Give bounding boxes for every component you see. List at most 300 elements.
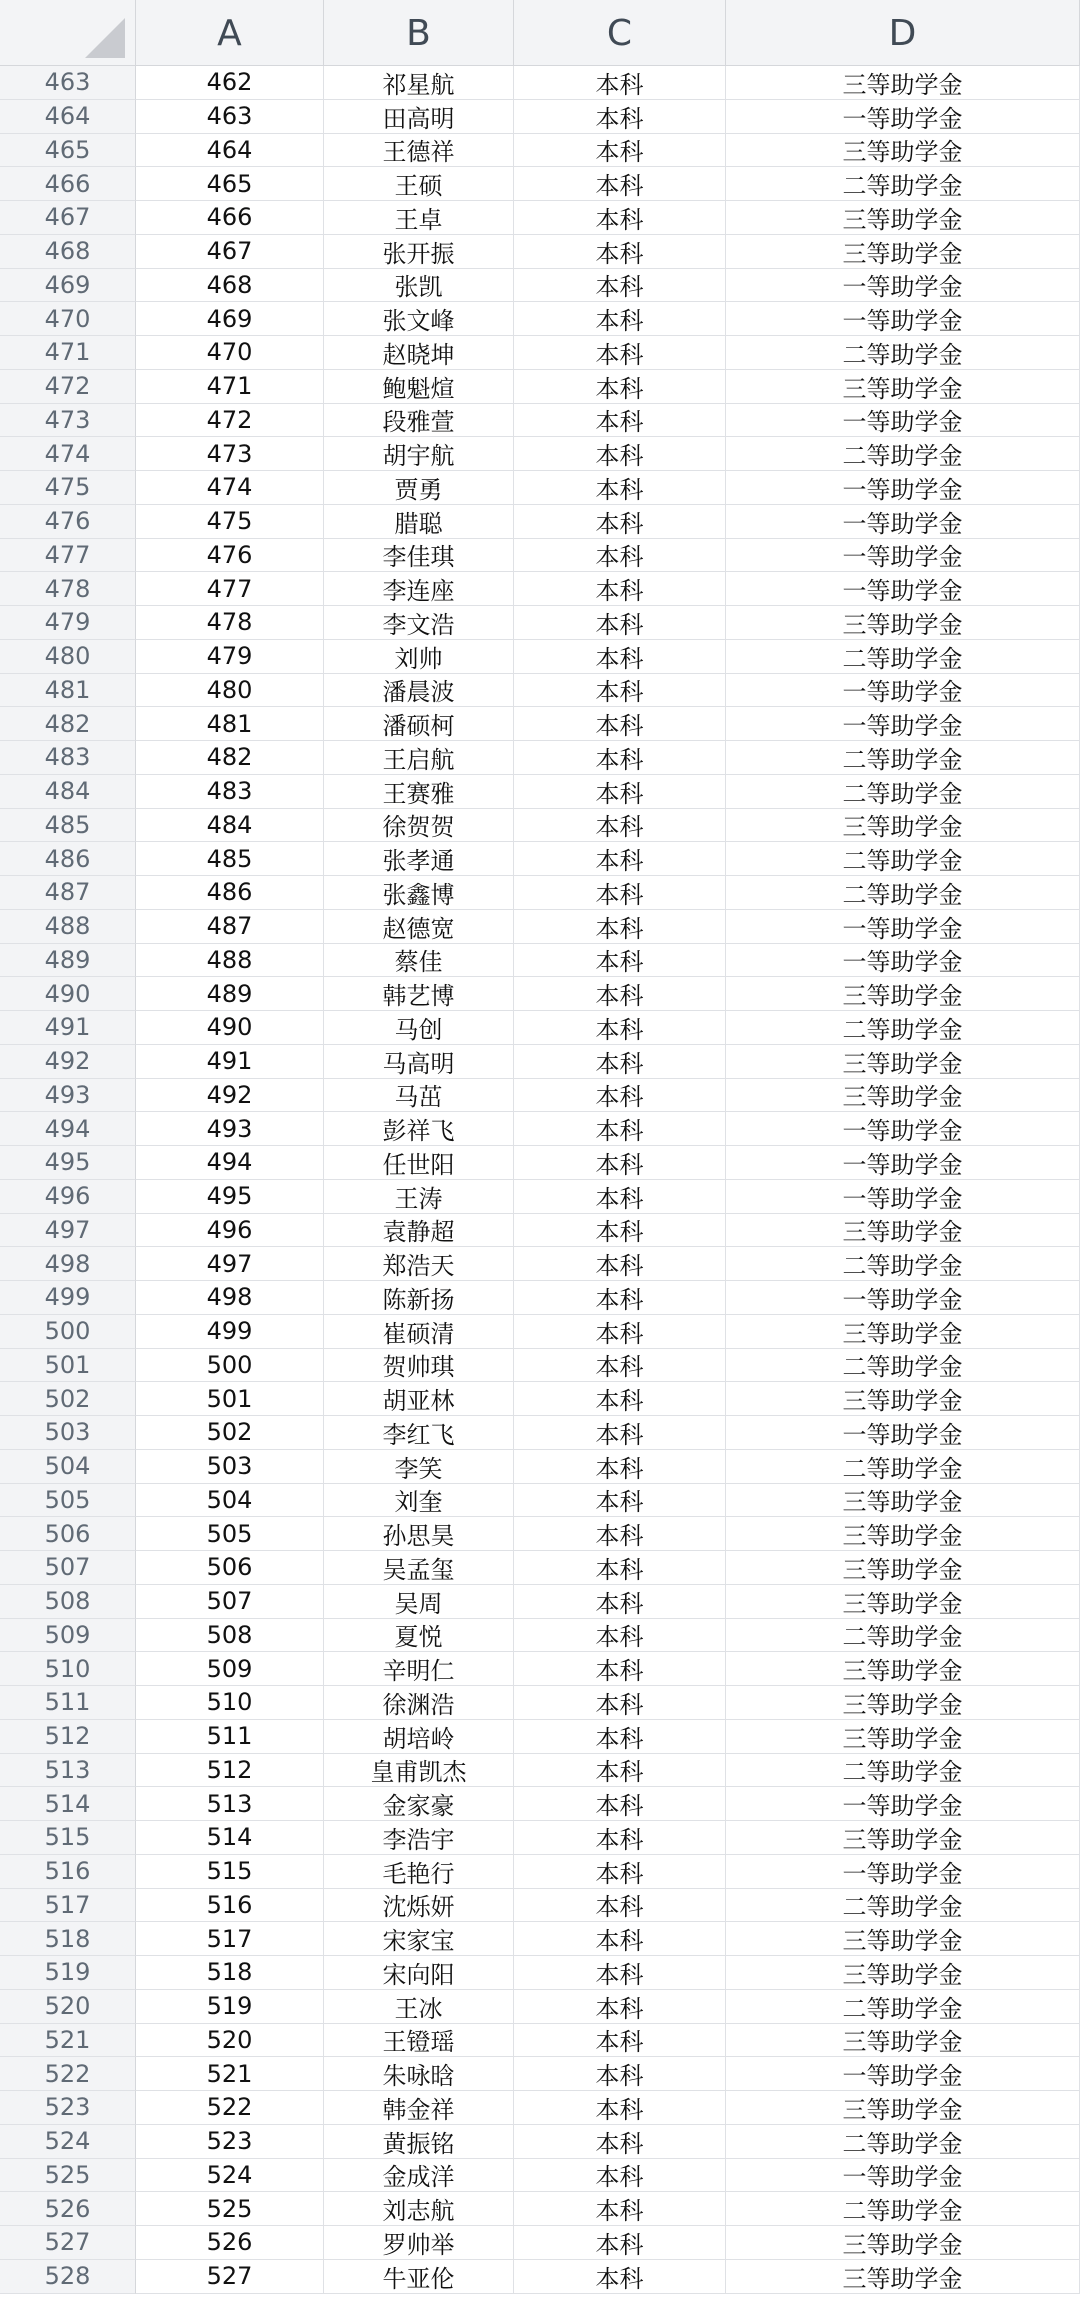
cell-a[interactable]: 474: [136, 471, 324, 505]
cell-a[interactable]: 471: [136, 370, 324, 404]
row-number[interactable]: 487: [0, 876, 136, 910]
row-number[interactable]: 518: [0, 1922, 136, 1956]
cell-b[interactable]: 田高明: [324, 100, 514, 134]
cell-c[interactable]: 本科: [514, 1011, 726, 1045]
cell-d[interactable]: 一等助学金: [726, 674, 1080, 708]
cell-b[interactable]: 吴孟玺: [324, 1551, 514, 1585]
cell-c[interactable]: 本科: [514, 2159, 726, 2193]
row-number[interactable]: 525: [0, 2159, 136, 2193]
cell-b[interactable]: 赵德宽: [324, 910, 514, 944]
row-number[interactable]: 465: [0, 134, 136, 168]
cell-d[interactable]: 三等助学金: [726, 1551, 1080, 1585]
cell-a[interactable]: 519: [136, 1990, 324, 2024]
cell-b[interactable]: 王镫瑶: [324, 2024, 514, 2058]
cell-d[interactable]: 二等助学金: [726, 437, 1080, 471]
cell-d[interactable]: 三等助学金: [726, 66, 1080, 100]
cell-c[interactable]: 本科: [514, 2091, 726, 2125]
cell-b[interactable]: 李连座: [324, 572, 514, 606]
cell-c[interactable]: 本科: [514, 1079, 726, 1113]
cell-b[interactable]: 崔硕清: [324, 1315, 514, 1349]
cell-d[interactable]: 一等助学金: [726, 707, 1080, 741]
cell-c[interactable]: 本科: [514, 1787, 726, 1821]
cell-c[interactable]: 本科: [514, 1180, 726, 1214]
cell-d[interactable]: 一等助学金: [726, 2057, 1080, 2091]
row-number[interactable]: 486: [0, 842, 136, 876]
cell-c[interactable]: 本科: [514, 2125, 726, 2159]
cell-a[interactable]: 476: [136, 539, 324, 573]
row-number[interactable]: 472: [0, 370, 136, 404]
cell-b[interactable]: 李文浩: [324, 606, 514, 640]
cell-b[interactable]: 李笑: [324, 1450, 514, 1484]
cell-d[interactable]: 三等助学金: [726, 1585, 1080, 1619]
cell-c[interactable]: 本科: [514, 2260, 726, 2294]
cell-c[interactable]: 本科: [514, 842, 726, 876]
cell-b[interactable]: 辛明仁: [324, 1652, 514, 1686]
row-number[interactable]: 528: [0, 2260, 136, 2294]
cell-c[interactable]: 本科: [514, 1720, 726, 1754]
cell-c[interactable]: 本科: [514, 1484, 726, 1518]
cell-b[interactable]: 牛亚伦: [324, 2260, 514, 2294]
cell-b[interactable]: 罗帅举: [324, 2226, 514, 2260]
cell-c[interactable]: 本科: [514, 674, 726, 708]
row-number[interactable]: 527: [0, 2226, 136, 2260]
cell-a[interactable]: 486: [136, 876, 324, 910]
cell-b[interactable]: 宋向阳: [324, 1956, 514, 1990]
row-number[interactable]: 480: [0, 640, 136, 674]
cell-a[interactable]: 479: [136, 640, 324, 674]
cell-b[interactable]: 刘帅: [324, 640, 514, 674]
cell-d[interactable]: 二等助学金: [726, 336, 1080, 370]
cell-d[interactable]: 三等助学金: [726, 977, 1080, 1011]
cell-a[interactable]: 484: [136, 809, 324, 843]
row-number[interactable]: 478: [0, 572, 136, 606]
cell-b[interactable]: 黄振铭: [324, 2125, 514, 2159]
cell-b[interactable]: 吴周: [324, 1585, 514, 1619]
cell-d[interactable]: 三等助学金: [726, 1045, 1080, 1079]
row-number[interactable]: 496: [0, 1180, 136, 1214]
row-number[interactable]: 476: [0, 505, 136, 539]
row-number[interactable]: 511: [0, 1686, 136, 1720]
cell-c[interactable]: 本科: [514, 1619, 726, 1653]
cell-b[interactable]: 王德祥: [324, 134, 514, 168]
cell-b[interactable]: 潘硕柯: [324, 707, 514, 741]
cell-a[interactable]: 465: [136, 167, 324, 201]
cell-d[interactable]: 一等助学金: [726, 944, 1080, 978]
cell-a[interactable]: 513: [136, 1787, 324, 1821]
row-number[interactable]: 488: [0, 910, 136, 944]
cell-a[interactable]: 514: [136, 1821, 324, 1855]
cell-d[interactable]: 一等助学金: [726, 1180, 1080, 1214]
cell-a[interactable]: 475: [136, 505, 324, 539]
cell-a[interactable]: 485: [136, 842, 324, 876]
cell-b[interactable]: 夏悦: [324, 1619, 514, 1653]
cell-a[interactable]: 504: [136, 1484, 324, 1518]
cell-a[interactable]: 494: [136, 1146, 324, 1180]
cell-d[interactable]: 三等助学金: [726, 1214, 1080, 1248]
cell-b[interactable]: 李佳琪: [324, 539, 514, 573]
cell-c[interactable]: 本科: [514, 910, 726, 944]
cell-b[interactable]: 鲍魁煊: [324, 370, 514, 404]
cell-a[interactable]: 482: [136, 741, 324, 775]
row-number[interactable]: 507: [0, 1551, 136, 1585]
row-number[interactable]: 492: [0, 1045, 136, 1079]
cell-d[interactable]: 一等助学金: [726, 302, 1080, 336]
cell-d[interactable]: 二等助学金: [726, 741, 1080, 775]
cell-c[interactable]: 本科: [514, 1045, 726, 1079]
cell-c[interactable]: 本科: [514, 741, 726, 775]
cell-a[interactable]: 493: [136, 1112, 324, 1146]
cell-b[interactable]: 徐贺贺: [324, 809, 514, 843]
row-number[interactable]: 466: [0, 167, 136, 201]
cell-c[interactable]: 本科: [514, 1821, 726, 1855]
row-number[interactable]: 506: [0, 1517, 136, 1551]
cell-c[interactable]: 本科: [514, 1686, 726, 1720]
cell-b[interactable]: 陈新扬: [324, 1281, 514, 1315]
cell-a[interactable]: 491: [136, 1045, 324, 1079]
cell-a[interactable]: 524: [136, 2159, 324, 2193]
cell-a[interactable]: 525: [136, 2192, 324, 2226]
cell-b[interactable]: 祁星航: [324, 66, 514, 100]
cell-d[interactable]: 三等助学金: [726, 2260, 1080, 2294]
cell-d[interactable]: 二等助学金: [726, 842, 1080, 876]
cell-c[interactable]: 本科: [514, 876, 726, 910]
cell-d[interactable]: 一等助学金: [726, 539, 1080, 573]
cell-d[interactable]: 一等助学金: [726, 1416, 1080, 1450]
cell-c[interactable]: 本科: [514, 944, 726, 978]
cell-b[interactable]: 张孝通: [324, 842, 514, 876]
cell-b[interactable]: 赵晓坤: [324, 336, 514, 370]
cell-d[interactable]: 三等助学金: [726, 370, 1080, 404]
cell-d[interactable]: 三等助学金: [726, 2024, 1080, 2058]
cell-d[interactable]: 二等助学金: [726, 1619, 1080, 1653]
column-header-c[interactable]: C: [514, 0, 726, 66]
cell-a[interactable]: 483: [136, 775, 324, 809]
cell-a[interactable]: 498: [136, 1281, 324, 1315]
cell-d[interactable]: 二等助学金: [726, 167, 1080, 201]
row-number[interactable]: 524: [0, 2125, 136, 2159]
cell-a[interactable]: 487: [136, 910, 324, 944]
cell-c[interactable]: 本科: [514, 539, 726, 573]
cell-b[interactable]: 王赛雅: [324, 775, 514, 809]
cell-a[interactable]: 499: [136, 1315, 324, 1349]
cell-a[interactable]: 490: [136, 1011, 324, 1045]
cell-c[interactable]: 本科: [514, 606, 726, 640]
row-number[interactable]: 508: [0, 1585, 136, 1619]
cell-d[interactable]: 三等助学金: [726, 2226, 1080, 2260]
row-number[interactable]: 513: [0, 1754, 136, 1788]
row-number[interactable]: 523: [0, 2091, 136, 2125]
row-number[interactable]: 491: [0, 1011, 136, 1045]
row-number[interactable]: 490: [0, 977, 136, 1011]
cell-a[interactable]: 480: [136, 674, 324, 708]
cell-a[interactable]: 511: [136, 1720, 324, 1754]
cell-a[interactable]: 501: [136, 1382, 324, 1416]
cell-c[interactable]: 本科: [514, 1517, 726, 1551]
row-number[interactable]: 503: [0, 1416, 136, 1450]
cell-b[interactable]: 潘晨波: [324, 674, 514, 708]
row-number[interactable]: 481: [0, 674, 136, 708]
cell-c[interactable]: 本科: [514, 235, 726, 269]
cell-b[interactable]: 皇甫凯杰: [324, 1754, 514, 1788]
cell-b[interactable]: 朱咏晗: [324, 2057, 514, 2091]
cell-b[interactable]: 张鑫博: [324, 876, 514, 910]
row-number[interactable]: 512: [0, 1720, 136, 1754]
column-header-a[interactable]: A: [136, 0, 324, 66]
cell-c[interactable]: 本科: [514, 1382, 726, 1416]
row-number[interactable]: 474: [0, 437, 136, 471]
cell-c[interactable]: 本科: [514, 2226, 726, 2260]
row-number[interactable]: 473: [0, 404, 136, 438]
cell-d[interactable]: 一等助学金: [726, 269, 1080, 303]
row-number[interactable]: 516: [0, 1855, 136, 1889]
cell-d[interactable]: 一等助学金: [726, 910, 1080, 944]
row-number[interactable]: 498: [0, 1247, 136, 1281]
cell-b[interactable]: 贾勇: [324, 471, 514, 505]
cell-d[interactable]: 二等助学金: [726, 2125, 1080, 2159]
cell-a[interactable]: 473: [136, 437, 324, 471]
cell-d[interactable]: 三等助学金: [726, 235, 1080, 269]
row-number[interactable]: 471: [0, 336, 136, 370]
cell-b[interactable]: 马高明: [324, 1045, 514, 1079]
cell-c[interactable]: 本科: [514, 302, 726, 336]
cell-d[interactable]: 二等助学金: [726, 1754, 1080, 1788]
cell-a[interactable]: 521: [136, 2057, 324, 2091]
cell-b[interactable]: 刘奎: [324, 1484, 514, 1518]
cell-b[interactable]: 宋家宝: [324, 1922, 514, 1956]
cell-d[interactable]: 一等助学金: [726, 1787, 1080, 1821]
cell-a[interactable]: 467: [136, 235, 324, 269]
cell-d[interactable]: 一等助学金: [726, 404, 1080, 438]
cell-c[interactable]: 本科: [514, 1349, 726, 1383]
cell-a[interactable]: 492: [136, 1079, 324, 1113]
cell-c[interactable]: 本科: [514, 775, 726, 809]
cell-c[interactable]: 本科: [514, 100, 726, 134]
cell-c[interactable]: 本科: [514, 370, 726, 404]
cell-c[interactable]: 本科: [514, 1990, 726, 2024]
cell-c[interactable]: 本科: [514, 1855, 726, 1889]
cell-d[interactable]: 三等助学金: [726, 1079, 1080, 1113]
cell-c[interactable]: 本科: [514, 505, 726, 539]
cell-d[interactable]: 三等助学金: [726, 1686, 1080, 1720]
cell-c[interactable]: 本科: [514, 572, 726, 606]
row-number[interactable]: 515: [0, 1821, 136, 1855]
cell-b[interactable]: 金成洋: [324, 2159, 514, 2193]
cell-b[interactable]: 任世阳: [324, 1146, 514, 1180]
cell-d[interactable]: 一等助学金: [726, 2159, 1080, 2193]
cell-a[interactable]: 481: [136, 707, 324, 741]
cell-a[interactable]: 472: [136, 404, 324, 438]
cell-a[interactable]: 517: [136, 1922, 324, 1956]
row-number[interactable]: 484: [0, 775, 136, 809]
cell-a[interactable]: 507: [136, 1585, 324, 1619]
row-number[interactable]: 479: [0, 606, 136, 640]
cell-c[interactable]: 本科: [514, 134, 726, 168]
cell-c[interactable]: 本科: [514, 1585, 726, 1619]
cell-b[interactable]: 郑浩天: [324, 1247, 514, 1281]
cell-b[interactable]: 贺帅琪: [324, 1349, 514, 1383]
cell-d[interactable]: 三等助学金: [726, 606, 1080, 640]
cell-d[interactable]: 三等助学金: [726, 809, 1080, 843]
cell-a[interactable]: 478: [136, 606, 324, 640]
cell-a[interactable]: 488: [136, 944, 324, 978]
cell-a[interactable]: 503: [136, 1450, 324, 1484]
row-number[interactable]: 501: [0, 1349, 136, 1383]
cell-b[interactable]: 王涛: [324, 1180, 514, 1214]
cell-c[interactable]: 本科: [514, 336, 726, 370]
cell-b[interactable]: 蔡佳: [324, 944, 514, 978]
cell-b[interactable]: 段雅萱: [324, 404, 514, 438]
cell-b[interactable]: 王硕: [324, 167, 514, 201]
cell-c[interactable]: 本科: [514, 1956, 726, 1990]
cell-c[interactable]: 本科: [514, 809, 726, 843]
cell-a[interactable]: 470: [136, 336, 324, 370]
cell-a[interactable]: 464: [136, 134, 324, 168]
cell-a[interactable]: 508: [136, 1619, 324, 1653]
cell-b[interactable]: 李浩宇: [324, 1821, 514, 1855]
cell-c[interactable]: 本科: [514, 1247, 726, 1281]
cell-b[interactable]: 王卓: [324, 201, 514, 235]
cell-a[interactable]: 510: [136, 1686, 324, 1720]
row-number[interactable]: 463: [0, 66, 136, 100]
cell-c[interactable]: 本科: [514, 1416, 726, 1450]
cell-d[interactable]: 二等助学金: [726, 1247, 1080, 1281]
row-number[interactable]: 485: [0, 809, 136, 843]
row-number[interactable]: 502: [0, 1382, 136, 1416]
row-number[interactable]: 468: [0, 235, 136, 269]
cell-c[interactable]: 本科: [514, 1652, 726, 1686]
cell-d[interactable]: 三等助学金: [726, 134, 1080, 168]
row-number[interactable]: 520: [0, 1990, 136, 2024]
cell-a[interactable]: 477: [136, 572, 324, 606]
cell-d[interactable]: 二等助学金: [726, 1990, 1080, 2024]
cell-b[interactable]: 孙思昊: [324, 1517, 514, 1551]
cell-d[interactable]: 二等助学金: [726, 2192, 1080, 2226]
cell-b[interactable]: 王冰: [324, 1990, 514, 2024]
cell-a[interactable]: 466: [136, 201, 324, 235]
row-number[interactable]: 526: [0, 2192, 136, 2226]
row-number[interactable]: 522: [0, 2057, 136, 2091]
cell-a[interactable]: 468: [136, 269, 324, 303]
cell-d[interactable]: 二等助学金: [726, 775, 1080, 809]
row-number[interactable]: 499: [0, 1281, 136, 1315]
cell-c[interactable]: 本科: [514, 1922, 726, 1956]
cell-a[interactable]: 502: [136, 1416, 324, 1450]
cell-c[interactable]: 本科: [514, 437, 726, 471]
cell-c[interactable]: 本科: [514, 1889, 726, 1923]
cell-a[interactable]: 469: [136, 302, 324, 336]
row-number[interactable]: 493: [0, 1079, 136, 1113]
cell-b[interactable]: 袁静超: [324, 1214, 514, 1248]
cell-d[interactable]: 三等助学金: [726, 1517, 1080, 1551]
cell-a[interactable]: 520: [136, 2024, 324, 2058]
cell-d[interactable]: 一等助学金: [726, 505, 1080, 539]
cell-d[interactable]: 二等助学金: [726, 1011, 1080, 1045]
row-number[interactable]: 482: [0, 707, 136, 741]
cell-d[interactable]: 一等助学金: [726, 572, 1080, 606]
cell-d[interactable]: 二等助学金: [726, 1349, 1080, 1383]
cell-a[interactable]: 512: [136, 1754, 324, 1788]
row-number[interactable]: 517: [0, 1889, 136, 1923]
cell-a[interactable]: 496: [136, 1214, 324, 1248]
row-number[interactable]: 505: [0, 1484, 136, 1518]
cell-b[interactable]: 刘志航: [324, 2192, 514, 2226]
row-number[interactable]: 509: [0, 1619, 136, 1653]
cell-a[interactable]: 506: [136, 1551, 324, 1585]
cell-a[interactable]: 522: [136, 2091, 324, 2125]
cell-c[interactable]: 本科: [514, 640, 726, 674]
column-header-b[interactable]: B: [324, 0, 514, 66]
cell-c[interactable]: 本科: [514, 1214, 726, 1248]
cell-a[interactable]: 509: [136, 1652, 324, 1686]
cell-b[interactable]: 胡亚林: [324, 1382, 514, 1416]
cell-b[interactable]: 张凯: [324, 269, 514, 303]
cell-b[interactable]: 徐渊浩: [324, 1686, 514, 1720]
cell-d[interactable]: 三等助学金: [726, 1484, 1080, 1518]
row-number[interactable]: 483: [0, 741, 136, 775]
row-number[interactable]: 495: [0, 1146, 136, 1180]
cell-b[interactable]: 马茁: [324, 1079, 514, 1113]
cell-a[interactable]: 505: [136, 1517, 324, 1551]
cell-b[interactable]: 张文峰: [324, 302, 514, 336]
cell-d[interactable]: 三等助学金: [726, 1652, 1080, 1686]
cell-a[interactable]: 462: [136, 66, 324, 100]
cell-c[interactable]: 本科: [514, 471, 726, 505]
row-number[interactable]: 500: [0, 1315, 136, 1349]
cell-c[interactable]: 本科: [514, 977, 726, 1011]
cell-d[interactable]: 一等助学金: [726, 471, 1080, 505]
cell-d[interactable]: 一等助学金: [726, 1281, 1080, 1315]
row-number[interactable]: 519: [0, 1956, 136, 1990]
row-number[interactable]: 510: [0, 1652, 136, 1686]
cell-a[interactable]: 523: [136, 2125, 324, 2159]
cell-c[interactable]: 本科: [514, 1281, 726, 1315]
row-number[interactable]: 494: [0, 1112, 136, 1146]
cell-d[interactable]: 二等助学金: [726, 640, 1080, 674]
cell-c[interactable]: 本科: [514, 1551, 726, 1585]
cell-b[interactable]: 张开振: [324, 235, 514, 269]
select-all-corner[interactable]: [0, 0, 136, 66]
cell-c[interactable]: 本科: [514, 707, 726, 741]
row-number[interactable]: 464: [0, 100, 136, 134]
cell-d[interactable]: 一等助学金: [726, 1112, 1080, 1146]
cell-b[interactable]: 韩艺博: [324, 977, 514, 1011]
row-number[interactable]: 477: [0, 539, 136, 573]
row-number[interactable]: 504: [0, 1450, 136, 1484]
cell-b[interactable]: 马创: [324, 1011, 514, 1045]
cell-c[interactable]: 本科: [514, 2024, 726, 2058]
cell-a[interactable]: 500: [136, 1349, 324, 1383]
cell-a[interactable]: 526: [136, 2226, 324, 2260]
row-number[interactable]: 489: [0, 944, 136, 978]
column-header-d[interactable]: D: [726, 0, 1080, 66]
cell-d[interactable]: 三等助学金: [726, 1315, 1080, 1349]
cell-c[interactable]: 本科: [514, 1315, 726, 1349]
cell-a[interactable]: 518: [136, 1956, 324, 1990]
cell-b[interactable]: 腊聪: [324, 505, 514, 539]
cell-c[interactable]: 本科: [514, 269, 726, 303]
cell-d[interactable]: 一等助学金: [726, 1146, 1080, 1180]
cell-b[interactable]: 韩金祥: [324, 2091, 514, 2125]
cell-d[interactable]: 三等助学金: [726, 2091, 1080, 2125]
cell-b[interactable]: 毛艳行: [324, 1855, 514, 1889]
cell-b[interactable]: 金家豪: [324, 1787, 514, 1821]
cell-b[interactable]: 彭祥飞: [324, 1112, 514, 1146]
cell-d[interactable]: 三等助学金: [726, 1382, 1080, 1416]
cell-a[interactable]: 497: [136, 1247, 324, 1281]
cell-a[interactable]: 527: [136, 2260, 324, 2294]
cell-c[interactable]: 本科: [514, 1450, 726, 1484]
cell-c[interactable]: 本科: [514, 1146, 726, 1180]
